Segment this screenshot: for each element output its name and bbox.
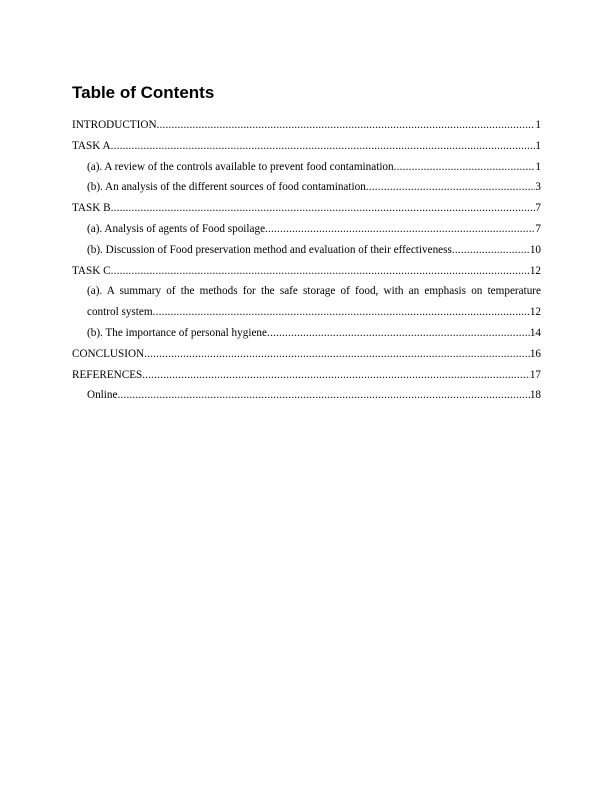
toc-entry-label: CONCLUSION — [72, 347, 145, 360]
toc-page-number: 10 — [529, 243, 541, 256]
page-title: Table of Contents — [72, 83, 215, 102]
toc-entry-label: (a). Analysis of agents of Food spoilage — [87, 222, 266, 235]
toc-entry-introduction[interactable] — [72, 115, 541, 136]
toc-leader-dots — [267, 323, 530, 344]
toc-leader-dots — [153, 302, 530, 323]
toc-page-number: 14 — [529, 326, 541, 339]
toc-leader-dots — [394, 157, 536, 178]
toc-leader-dots — [265, 219, 535, 240]
toc-entry-task-b[interactable] — [72, 198, 541, 219]
toc-entry-task-a-review-controls[interactable] — [72, 157, 541, 178]
toc-page-number: 1 — [535, 139, 541, 152]
toc-leader-dots — [144, 344, 530, 365]
toc-entry-label: (b). The importance of personal hygiene — [87, 326, 267, 339]
toc-entry-label: Online — [87, 389, 118, 402]
toc-page-number: 3 — [535, 181, 541, 194]
toc-leader-dots — [142, 365, 530, 386]
toc-entry-label: (a). A summary of the methods for the safe storage of food, with an emphasis on temperature — [87, 285, 541, 298]
toc-entry-label: INTRODUCTION — [72, 119, 157, 131]
toc-entry-label: (b). An analysis of the different sources of food contamination — [87, 181, 366, 194]
toc-entry-continuation — [87, 302, 541, 323]
toc-leader-dots — [111, 136, 536, 157]
toc-entry-label: control system — [87, 306, 153, 319]
toc-entry-task-a-sources-contamination[interactable] — [72, 177, 541, 198]
toc-page-number: 1 — [535, 160, 541, 173]
toc-entry-task-c-safe-storage[interactable] — [72, 281, 541, 323]
toc-leader-dots — [452, 240, 530, 261]
toc-page-number: 16 — [529, 347, 541, 360]
toc-entry-task-a[interactable] — [72, 136, 541, 157]
toc-page-number: 12 — [529, 306, 541, 319]
toc-page-number: 1 — [535, 119, 541, 131]
toc-leader-dots — [111, 198, 536, 219]
toc-leader-dots — [366, 177, 536, 198]
toc-page-number: 18 — [529, 389, 541, 402]
toc-page-number: 7 — [535, 202, 541, 215]
toc-entry-task-c[interactable] — [72, 261, 541, 282]
toc-entry-conclusion[interactable] — [72, 344, 541, 365]
toc-entry-references-online[interactable] — [72, 385, 541, 406]
toc-entry-label: TASK A — [72, 139, 111, 152]
toc-entry-task-b-food-spoilage[interactable] — [72, 219, 541, 240]
toc-page-number: 12 — [529, 264, 541, 277]
toc-entry-task-c-personal-hygiene[interactable] — [72, 323, 541, 344]
toc-entry-label: (a). A review of the controls available to prevent food contamination — [87, 160, 394, 173]
toc-page-number: 7 — [535, 222, 541, 235]
toc-entry-label: TASK B — [72, 202, 111, 215]
toc-page-number: 17 — [529, 368, 541, 381]
toc-entry-label: (b). Discussion of Food preservation method and evaluation of their effectiveness — [87, 243, 452, 256]
toc-entry-task-b-preservation[interactable] — [72, 240, 541, 261]
toc-leader-dots — [117, 385, 529, 406]
table-of-contents — [72, 115, 541, 406]
toc-leader-dots — [111, 261, 530, 282]
toc-leader-dots — [157, 115, 536, 136]
toc-entry-references[interactable] — [72, 365, 541, 386]
toc-entry-label: REFERENCES — [72, 368, 143, 381]
toc-entry-label: TASK C — [72, 264, 111, 277]
